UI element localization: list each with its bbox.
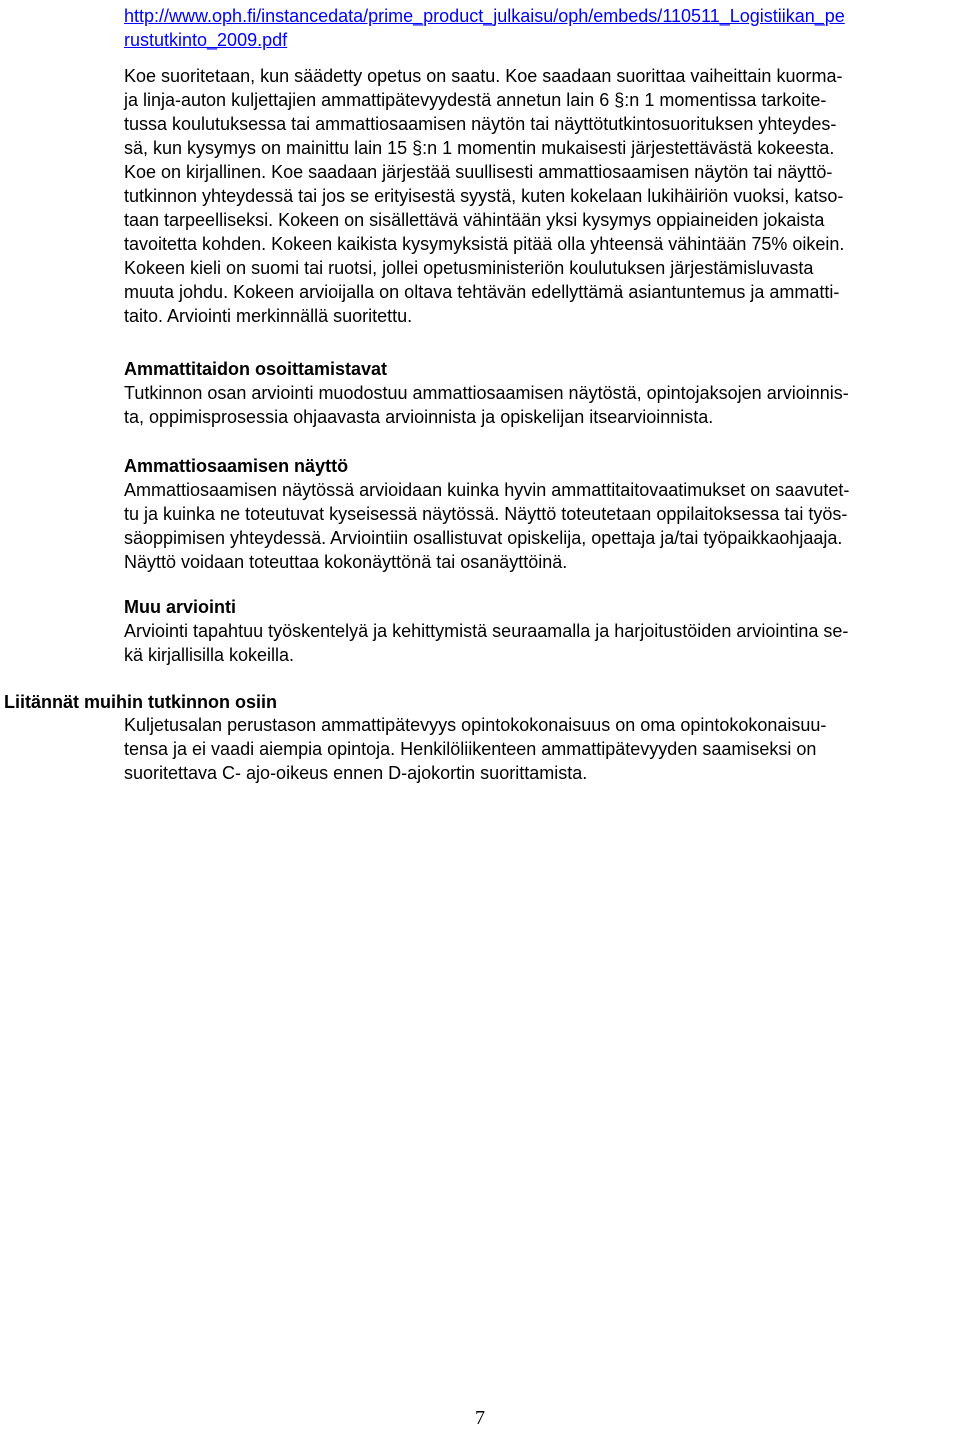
page-number: 7 xyxy=(475,1407,485,1429)
paragraph-ammattitaidon-osoittamistavat: Tutkinnon osan arviointi muodostuu ammattiosaamisen näytöstä, opintojaksojen arvioinnis- ta, oppimisprosessia ohjaavasta arvioinnista ja opiskelijan itsearvioinnista. xyxy=(124,383,849,427)
heading-ammattitaidon-osoittamistavat: Ammattitaidon osoittamistavat xyxy=(124,359,388,379)
heading-ammattiosaamisen-naytto: Ammattiosaamisen näyttö xyxy=(124,456,349,476)
paragraph-ammattiosaamisen-naytto: Ammattiosaamisen näytössä arvioidaan kuinka hyvin ammattitaitovaatimukset on saavutet- tu ja kuinka ne toteutuvat kyseisessä näytössä. Näyttö toteutetaan oppilaitoksessa tai työs- säoppimisen yhteydessä. Arviointiin osallistuvat opiskelija, opettaja ja/tai työpaikkaohjaaja. Näyttö voidaan toteuttaa kokonäyttönä tai osanäyttöinä. xyxy=(124,480,850,572)
source-pdf-link[interactable]: http://www.oph.fi/instancedata/prime_product_julkaisu/oph/embeds/110511_Logistiikan_pe rustutkinto_2009.pdf xyxy=(124,6,845,50)
paragraph-liitannat: Kuljetusalan perustason ammattipätevyys opintokokonaisuus on oma opintokokonaisuu- tensa ja ei vaadi aiempia opintoja. Henkilöliikenteen ammattipätevyyden saamiseksi on suoritettava C- ajo-oikeus ennen D-ajokortin suorittamista. xyxy=(124,715,827,783)
paragraph-muu-arviointi: Arviointi tapahtuu työskentelyä ja kehittymistä seuraamalla ja harjoitustöiden arviointina se- kä kirjallisilla kokeilla. xyxy=(124,621,849,665)
heading-muu-arviointi: Muu arviointi xyxy=(124,597,236,617)
exam-paragraph: Koe suoritetaan, kun säädetty opetus on saatu. Koe saadaan suorittaa vaiheittain kuorma- ja linja-auton kuljettajien ammattipätevyydestä annetun lain 6 §:n 1 momentissa tarkoite- tussa koulutuksessa tai ammattiosaamisen näytön tai näyttötutkintosuorituksen yhteydes- sä, kun kysymys on mainittu lain 15 §:n 1 momentin mukaisesti järjestettävästä kokeesta. Koe on kirjallinen. Koe saadaan järjestää suullisesti ammattiosaamisen näytön tai näyttö- tutkinnon yhteydessä tai jos se erityisestä syystä, kuten kokelaan lukihäiriön vuoksi, katso- taan tarpeelliseksi. Kokeen on sisällettävä vähintään yksi kysymys oppiaineiden jokaista tavoitetta kohden. Kokeen kaikista kysymyksistä pitää olla yhteensä vähintään 75% oikein. Kokeen kieli on suomi tai ruotsi, jollei opetusministeriön koulutuksen järjestämisluvasta muuta johdu. Kokeen arvioijalla on oltava tehtävän edellyttämä asiantuntemus ja ammatti- taito. Arviointi merkinnällä suoritettu. xyxy=(124,66,845,326)
heading-liitannat: Liitännät muihin tutkinnon osiin xyxy=(4,692,277,712)
